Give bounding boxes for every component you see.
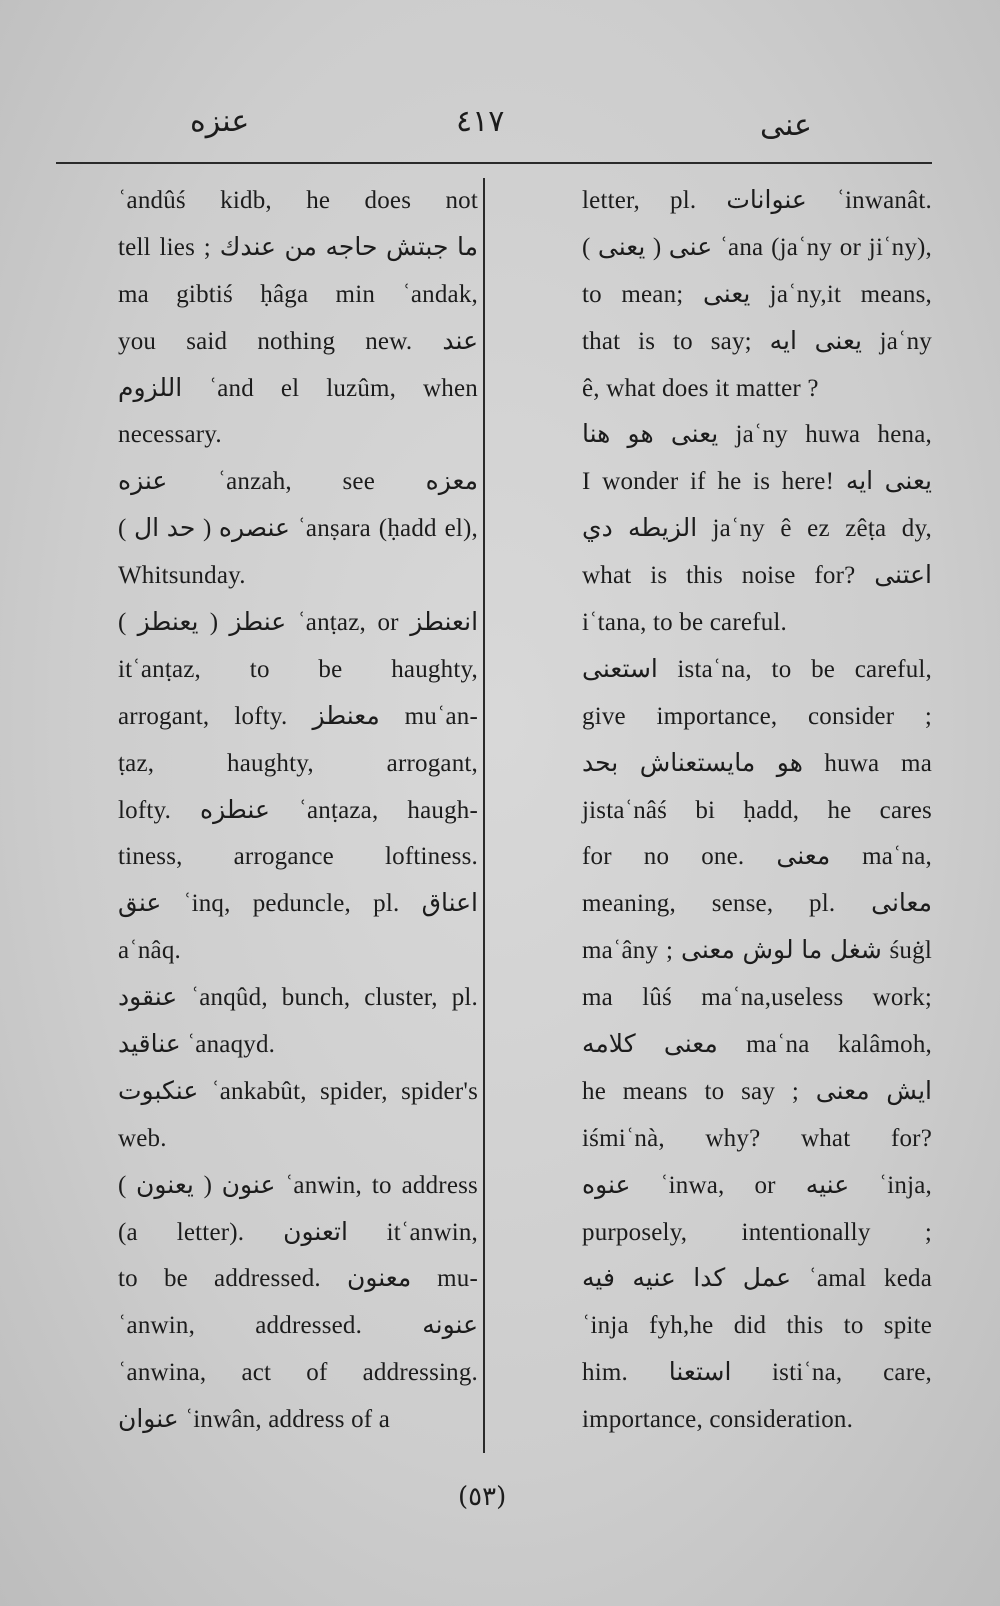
text-line: ṭaz, haughty, arrogant, (118, 749, 478, 777)
text-line: he means to say ; ايش معنى (582, 1077, 933, 1105)
text-line: tell lies ; ما جبتش حاجه من عندك (118, 233, 479, 261)
text-line: give importance, consider ; (582, 702, 932, 730)
text-line: that is to say; يعنى ايه jaʿny (582, 327, 932, 355)
text-line: aʿnâq. (118, 937, 181, 965)
text-line: what is this noise for? اعتنى (582, 562, 932, 590)
text-line: necessary. (118, 421, 222, 449)
text-line: itʿanṭaz, to be haughty, (118, 655, 478, 683)
text-line: عنصره ( حد ال ) ʿanṣara (ḥadd el), (118, 515, 478, 543)
page-header (0, 100, 1000, 150)
text-line: letter, pl. عنوانات ʿinwanât. (582, 187, 932, 214)
text-line: هو مايستعناش بحد huwa ma (582, 749, 932, 777)
text-line: يعنى هو هنا jaʿny huwa hena, (582, 421, 933, 449)
text-line: web. (118, 1124, 167, 1152)
text-line: ê, what does it matter ? (582, 374, 819, 402)
text-line: I wonder if he is here! يعنى ايه (582, 468, 932, 496)
text-line: استعنى istaʿna, to be careful, (582, 655, 932, 683)
text-line: ma gibtiś ḥâga min ʿandak, (118, 280, 478, 308)
text-line: ʿinja fyh,he did this to spite (582, 1312, 932, 1340)
text-line: purposely, intentionally ; (582, 1218, 932, 1246)
text-line: عنزه ʿanzah, see معزه (118, 468, 478, 496)
text-line: iʿtana, to be careful. (582, 609, 787, 637)
text-line: معنى كلامه maʿna kalâmoh, (582, 1031, 932, 1059)
text-line: عنطز ( يعنطز ) ʿanṭaz, or انعنطز (118, 609, 479, 637)
text-line: عناقيد ʿanaqyd. (118, 1031, 276, 1059)
text-line: عنوه ʿinwa, or عنيه ʿinja, (582, 1171, 932, 1199)
text-line: for no one. معنى maʿna, (582, 843, 932, 871)
text-line: اللزوم ʿand el luzûm, when (118, 374, 478, 402)
header-left-guide-word: عنزه (190, 104, 250, 139)
text-line: عنقود ʿanqûd, bunch, cluster, pl. (118, 984, 478, 1012)
text-line: ʿandûś kidb, he does not (118, 187, 478, 214)
text-line: tiness, arrogance loftiness. (118, 843, 478, 871)
text-line: عمل كدا عنيه فيه ʿamal keda (582, 1265, 932, 1293)
left-column (118, 178, 478, 1444)
text-line: الزيطه دي jaʿny ê ez zêṭa dy, (582, 515, 932, 543)
header-rule (56, 162, 932, 164)
right-column (582, 178, 932, 1444)
text-line: meaning, sense, pl. معانى (582, 890, 932, 918)
header-right-guide-word: عنى (760, 108, 812, 143)
text-line: iśmiʿnà, why? what for? (582, 1124, 932, 1152)
text-line: him. استعنا istiʿna, care, (582, 1359, 932, 1387)
text-line: ʿanwin, addressed. عنونه (118, 1312, 478, 1340)
text-line: عنى ( يعنى ) ʿana (jaʿny or jiʿny), (582, 233, 933, 261)
text-line: (a letter). اتعنون itʿanwin, (118, 1218, 478, 1246)
text-line: importance, consideration. (582, 1406, 854, 1434)
text-line: ma lûś maʿna,useless work; (582, 984, 932, 1012)
page-number: ٤١٧ (456, 104, 505, 139)
text-line: ʿanwina, act of addressing. (118, 1359, 478, 1387)
text-line: jistaʿnâś bi ḥadd, he cares (582, 796, 932, 824)
text-line: arrogant, lofty. معنطز muʿan- (118, 702, 478, 730)
text-line: maʿâny ; شغل ما لوش معنى śuġl (582, 937, 932, 965)
text-line: عنون ( يعنون ) ʿanwin, to address (118, 1171, 478, 1199)
signature-mark: (٥٣) (458, 1482, 507, 1512)
text-line: to mean; يعنى jaʿny,it means, (582, 280, 932, 308)
text-line: you said nothing new. عند (118, 327, 478, 355)
text-line: عنق ʿinq, peduncle, pl. اعناق (118, 890, 478, 918)
column-divider (483, 178, 485, 1453)
text-line: عنوان ʿinwân, address of a (118, 1406, 391, 1434)
text-line: عنكبوت ʿankabût, spider, spider's (118, 1077, 478, 1105)
text-line: to be addressed. معنون mu- (118, 1265, 478, 1293)
text-line: lofty. عنطزه ʿanṭaza, haugh- (118, 796, 478, 824)
text-line: Whitsunday. (118, 562, 246, 590)
